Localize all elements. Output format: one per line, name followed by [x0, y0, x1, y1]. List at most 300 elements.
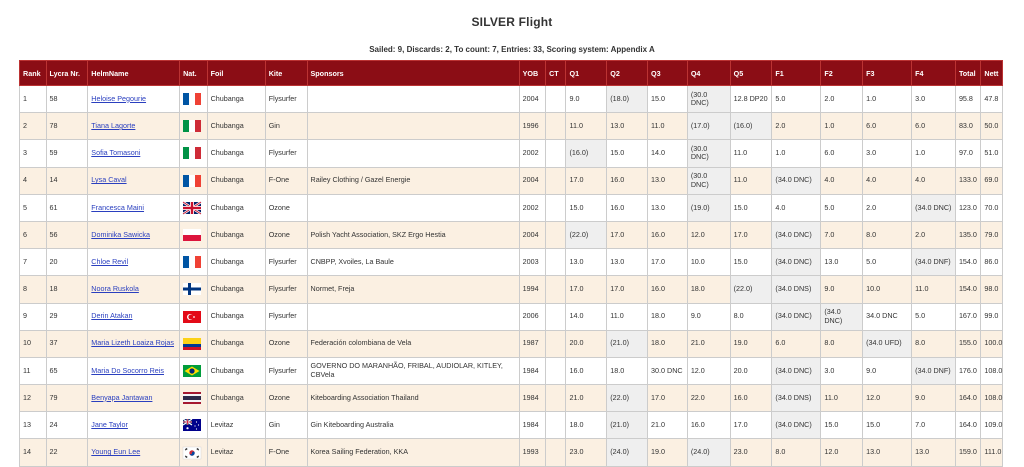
ct-cell [546, 385, 566, 412]
lycra-cell: 20 [46, 249, 88, 276]
q4-cell: (30.0 DNC) [687, 140, 730, 167]
f2-cell: 7.0 [821, 221, 863, 248]
f4-cell: 11.0 [912, 276, 956, 303]
helm-name-link[interactable]: Maria Lizeth Loaiza Rojas [91, 338, 174, 348]
q5-cell: 12.8 DP20 [730, 86, 772, 113]
nett-cell: 100.0 [981, 330, 1003, 357]
sponsors-cell [307, 140, 519, 167]
helm-name-cell [88, 276, 180, 303]
results-summary: Sailed: 9, Discards: 2, To count: 7, Entries: 33, Scoring system: Appendix A [369, 45, 655, 54]
f2-cell: 15.0 [821, 412, 863, 439]
flag-icon [183, 447, 204, 459]
nett-cell: 50.0 [981, 113, 1003, 140]
helm-name-cell [88, 86, 180, 113]
nationality-flag-cell [180, 303, 208, 330]
rank-cell: 14 [20, 439, 47, 466]
rank-cell: 1 [20, 86, 47, 113]
q5-cell: 17.0 [730, 412, 772, 439]
q2-cell: 16.0 [607, 194, 648, 221]
f1-cell: 8.0 [772, 439, 821, 466]
yob-cell: 1984 [519, 385, 546, 412]
lycra-cell: 24 [46, 412, 88, 439]
kite-cell: Ozone [265, 194, 307, 221]
column-header: F1 [772, 61, 821, 86]
helm-name-cell [88, 303, 180, 330]
table-row [20, 276, 1003, 303]
kite-cell: Ozone [265, 221, 307, 248]
nett-cell: 70.0 [981, 194, 1003, 221]
f4-cell: 8.0 [912, 330, 956, 357]
column-header: YOB [519, 61, 546, 86]
f1-cell: (34.0 DNS) [772, 276, 821, 303]
rank-cell: 12 [20, 385, 47, 412]
f3-cell: 10.0 [863, 276, 912, 303]
f1-cell: (34.0 DNC) [772, 167, 821, 194]
kite-cell: F-One [265, 439, 307, 466]
foil-cell: Chubanga [207, 357, 265, 384]
table-row [20, 140, 1003, 167]
q1-cell: 18.0 [566, 412, 607, 439]
flag-icon [183, 365, 204, 377]
nationality-flag-cell [180, 330, 208, 357]
f2-cell: 5.0 [821, 194, 863, 221]
total-cell: 133.0 [955, 167, 980, 194]
ct-cell [546, 113, 566, 140]
f1-cell: (34.0 DNC) [772, 303, 821, 330]
flag-icon [183, 311, 204, 323]
q5-cell: 16.0 [730, 385, 772, 412]
foil-cell: Chubanga [207, 194, 265, 221]
kite-cell: Flysurfer [265, 357, 307, 384]
helm-name-link[interactable]: Jane Taylor [91, 420, 128, 430]
sponsors-cell: Korea Sailing Federation, KKA [307, 439, 519, 466]
flag-icon [183, 175, 204, 187]
sponsors-cell: Normet, Freja [307, 276, 519, 303]
sponsors-cell [307, 303, 519, 330]
rank-cell: 2 [20, 113, 47, 140]
sponsors-cell [307, 86, 519, 113]
q1-cell: 23.0 [566, 439, 607, 466]
q2-cell: 17.0 [607, 221, 648, 248]
lycra-cell: 18 [46, 276, 88, 303]
total-cell: 164.0 [955, 385, 980, 412]
yob-cell: 2002 [519, 140, 546, 167]
yob-cell: 1996 [519, 113, 546, 140]
ct-cell [546, 86, 566, 113]
column-header: Foil [207, 61, 265, 86]
q1-cell: 17.0 [566, 276, 607, 303]
nationality-flag-cell [180, 140, 208, 167]
rank-cell: 3 [20, 140, 47, 167]
q3-cell: 13.0 [648, 167, 688, 194]
kite-cell: Ozone [265, 330, 307, 357]
q2-cell: 17.0 [607, 276, 648, 303]
sponsors-cell: GOVERNO DO MARANHÃO, FRIBAL, AUDIOLAR, KITLEY, CBVela [307, 357, 519, 384]
yob-cell: 1984 [519, 412, 546, 439]
f3-cell: 13.0 [863, 439, 912, 466]
helm-name-link[interactable]: Benyapa Jantawan [91, 392, 153, 402]
q3-cell: 14.0 [648, 140, 688, 167]
q3-cell: 15.0 [648, 86, 688, 113]
q2-cell: (21.0) [607, 330, 648, 357]
f1-cell: (34.0 DNC) [772, 249, 821, 276]
ct-cell [546, 194, 566, 221]
q5-cell: (16.0) [730, 113, 772, 140]
foil-cell: Chubanga [207, 276, 265, 303]
f3-cell: 3.0 [863, 140, 912, 167]
f1-cell: 4.0 [772, 194, 821, 221]
column-header: Nat. [180, 61, 208, 86]
table-row [20, 167, 1003, 194]
rank-cell: 13 [20, 412, 47, 439]
total-cell: 123.0 [955, 194, 980, 221]
column-header: Q2 [607, 61, 648, 86]
column-header: HelmName [88, 61, 180, 86]
total-cell: 95.8 [955, 86, 980, 113]
f3-cell: 6.0 [863, 113, 912, 140]
helm-name-cell [88, 221, 180, 248]
q3-cell: 13.0 [648, 194, 688, 221]
helm-name-cell [88, 140, 180, 167]
f1-cell: 5.0 [772, 86, 821, 113]
kite-cell: Flysurfer [265, 86, 307, 113]
f3-cell: 5.0 [863, 249, 912, 276]
f2-cell: 12.0 [821, 439, 863, 466]
f3-cell: 12.0 [863, 385, 912, 412]
nett-cell: 111.0 [981, 439, 1003, 466]
helm-name-link[interactable]: Lysa Caval [91, 175, 127, 185]
f1-cell: (34.0 DNC) [772, 357, 821, 384]
column-header: Lycra Nr. [46, 61, 88, 86]
sponsors-cell [307, 113, 519, 140]
f4-cell: (34.0 DNF) [912, 249, 956, 276]
column-header: Q1 [566, 61, 607, 86]
helm-name-link[interactable]: Derin Atakan [91, 311, 133, 321]
nationality-flag-cell [180, 385, 208, 412]
q1-cell: 11.0 [566, 113, 607, 140]
yob-cell: 2004 [519, 221, 546, 248]
helm-name-link[interactable]: Young Eun Lee [91, 447, 141, 457]
column-header: CT [546, 61, 566, 86]
yob-cell: 2006 [519, 303, 546, 330]
flag-icon [183, 338, 204, 350]
ct-cell [546, 221, 566, 248]
column-header: Q4 [687, 61, 730, 86]
rank-cell: 8 [20, 276, 47, 303]
q4-cell: (19.0) [687, 194, 730, 221]
table-body [20, 86, 1003, 467]
f3-cell: 1.0 [863, 86, 912, 113]
nett-cell: 99.0 [981, 303, 1003, 330]
q5-cell: 11.0 [730, 167, 772, 194]
q4-cell: 10.0 [687, 249, 730, 276]
kite-cell: Flysurfer [265, 276, 307, 303]
flag-icon [183, 147, 204, 159]
q1-cell: 17.0 [566, 167, 607, 194]
table-row [20, 303, 1003, 330]
nationality-flag-cell [180, 357, 208, 384]
q1-cell: 9.0 [566, 86, 607, 113]
yob-cell: 1984 [519, 357, 546, 384]
f3-cell: 15.0 [863, 412, 912, 439]
helm-name-link[interactable]: Heloise Pegourie [91, 93, 147, 103]
f4-cell: 3.0 [912, 86, 956, 113]
ct-cell [546, 249, 566, 276]
lycra-cell: 61 [46, 194, 88, 221]
yob-cell: 1994 [519, 276, 546, 303]
ct-cell [546, 439, 566, 466]
results-table [19, 60, 1003, 467]
q5-cell: 20.0 [730, 357, 772, 384]
helm-name-cell [88, 439, 180, 466]
q3-cell: 18.0 [648, 303, 688, 330]
yob-cell: 2003 [519, 249, 546, 276]
f1-cell: (34.0 DNC) [772, 221, 821, 248]
lycra-cell: 14 [46, 167, 88, 194]
f4-cell: (34.0 DNC) [912, 194, 956, 221]
q1-cell: (22.0) [566, 221, 607, 248]
foil-cell: Chubanga [207, 330, 265, 357]
q3-cell: 30.0 DNC [648, 357, 688, 384]
column-header: Kite [265, 61, 307, 86]
table-row [20, 330, 1003, 357]
yob-cell: 1987 [519, 330, 546, 357]
q4-cell: (17.0) [687, 113, 730, 140]
q4-cell: 9.0 [687, 303, 730, 330]
total-cell: 159.0 [955, 439, 980, 466]
f2-cell: (34.0 DNC) [821, 303, 863, 330]
kite-cell: Flysurfer [265, 249, 307, 276]
helm-name-link[interactable]: Francesca Maini [91, 202, 145, 212]
q3-cell: 16.0 [648, 276, 688, 303]
kite-cell: F-One [265, 167, 307, 194]
q1-cell: 15.0 [566, 194, 607, 221]
f2-cell: 11.0 [821, 385, 863, 412]
f4-cell: 7.0 [912, 412, 956, 439]
flag-icon [183, 93, 204, 105]
foil-cell: Chubanga [207, 86, 265, 113]
q2-cell: 15.0 [607, 140, 648, 167]
f4-cell: 2.0 [912, 221, 956, 248]
nett-cell: 86.0 [981, 249, 1003, 276]
rank-cell: 9 [20, 303, 47, 330]
yob-cell: 2002 [519, 194, 546, 221]
nationality-flag-cell [180, 221, 208, 248]
f4-cell: (34.0 DNF) [912, 357, 956, 384]
helm-name-cell [88, 167, 180, 194]
table-row [20, 86, 1003, 113]
q4-cell: 21.0 [687, 330, 730, 357]
rank-cell: 5 [20, 194, 47, 221]
table-row [20, 412, 1003, 439]
nett-cell: 69.0 [981, 167, 1003, 194]
q2-cell: (24.0) [607, 439, 648, 466]
table-row [20, 357, 1003, 384]
ct-cell [546, 412, 566, 439]
flag-icon [183, 392, 204, 404]
helm-name-cell [88, 357, 180, 384]
nett-cell: 109.0 [981, 412, 1003, 439]
lycra-cell: 59 [46, 140, 88, 167]
results-table-container[interactable] [19, 60, 1003, 457]
f3-cell: 2.0 [863, 194, 912, 221]
foil-cell: Chubanga [207, 113, 265, 140]
table-header [20, 61, 1003, 86]
f3-cell: 34.0 DNC [863, 303, 912, 330]
q1-cell: 13.0 [566, 249, 607, 276]
f3-cell: (34.0 UFD) [863, 330, 912, 357]
lycra-cell: 79 [46, 385, 88, 412]
q4-cell: (24.0) [687, 439, 730, 466]
f2-cell: 4.0 [821, 167, 863, 194]
f4-cell: 1.0 [912, 140, 956, 167]
foil-cell: Chubanga [207, 140, 265, 167]
f2-cell: 6.0 [821, 140, 863, 167]
f4-cell: 9.0 [912, 385, 956, 412]
ct-cell [546, 276, 566, 303]
nett-cell: 51.0 [981, 140, 1003, 167]
column-header: F2 [821, 61, 863, 86]
q4-cell: 12.0 [687, 357, 730, 384]
flag-icon [183, 229, 204, 241]
column-header: Nett [981, 61, 1003, 86]
q4-cell: 22.0 [687, 385, 730, 412]
total-cell: 164.0 [955, 412, 980, 439]
f1-cell: (34.0 DNC) [772, 412, 821, 439]
nett-cell: 47.8 [981, 86, 1003, 113]
q2-cell: (21.0) [607, 412, 648, 439]
f2-cell: 8.0 [821, 330, 863, 357]
helm-name-link[interactable]: Tiana Lagorte [91, 120, 136, 130]
column-header: Q3 [648, 61, 688, 86]
f1-cell: 1.0 [772, 140, 821, 167]
helm-name-cell [88, 249, 180, 276]
total-cell: 154.0 [955, 276, 980, 303]
lycra-cell: 29 [46, 303, 88, 330]
f2-cell: 13.0 [821, 249, 863, 276]
helm-name-cell [88, 412, 180, 439]
foil-cell: Chubanga [207, 385, 265, 412]
helm-name-cell [88, 194, 180, 221]
f4-cell: 4.0 [912, 167, 956, 194]
foil-cell: Chubanga [207, 167, 265, 194]
column-header: F4 [912, 61, 956, 86]
f1-cell: 6.0 [772, 330, 821, 357]
yob-cell: 2004 [519, 86, 546, 113]
f1-cell: 2.0 [772, 113, 821, 140]
q4-cell: (30.0 DNC) [687, 86, 730, 113]
column-header: F3 [863, 61, 912, 86]
table-row [20, 249, 1003, 276]
ct-cell [546, 357, 566, 384]
f4-cell: 6.0 [912, 113, 956, 140]
nationality-flag-cell [180, 86, 208, 113]
nett-cell: 108.0 [981, 357, 1003, 384]
nett-cell: 108.0 [981, 385, 1003, 412]
lycra-cell: 65 [46, 357, 88, 384]
sponsors-cell: CNBPP, Xvoiles, La Baule [307, 249, 519, 276]
f3-cell: 8.0 [863, 221, 912, 248]
flag-icon [183, 283, 204, 295]
ct-cell [546, 140, 566, 167]
helm-name-link[interactable]: Maria Do Socorro Reis [91, 365, 164, 375]
rank-cell: 4 [20, 167, 47, 194]
q4-cell: 12.0 [687, 221, 730, 248]
ct-cell [546, 167, 566, 194]
ct-cell [546, 330, 566, 357]
q3-cell: 21.0 [648, 412, 688, 439]
helm-name-link[interactable]: Noora Ruskola [91, 284, 139, 294]
nationality-flag-cell [180, 412, 208, 439]
sponsors-cell: Railey Clothing / Gazel Energie [307, 167, 519, 194]
q3-cell: 17.0 [648, 385, 688, 412]
total-cell: 167.0 [955, 303, 980, 330]
rank-cell: 6 [20, 221, 47, 248]
q5-cell: (22.0) [730, 276, 772, 303]
f3-cell: 4.0 [863, 167, 912, 194]
sponsors-cell: Federación colombiana de Vela [307, 330, 519, 357]
table-row [20, 385, 1003, 412]
flag-icon [183, 120, 204, 132]
page-title: SILVER Flight [471, 15, 553, 29]
q5-cell: 15.0 [730, 194, 772, 221]
column-header: Sponsors [307, 61, 519, 86]
q2-cell: (22.0) [607, 385, 648, 412]
f2-cell: 9.0 [821, 276, 863, 303]
q4-cell: (30.0 DNC) [687, 167, 730, 194]
f4-cell: 5.0 [912, 303, 956, 330]
table-row [20, 221, 1003, 248]
q2-cell: 13.0 [607, 113, 648, 140]
f3-cell: 9.0 [863, 357, 912, 384]
q1-cell: 21.0 [566, 385, 607, 412]
q3-cell: 19.0 [648, 439, 688, 466]
lycra-cell: 78 [46, 113, 88, 140]
q5-cell: 23.0 [730, 439, 772, 466]
foil-cell: Chubanga [207, 249, 265, 276]
flag-icon [183, 256, 204, 268]
sponsors-cell: Gin Kiteboarding Australia [307, 412, 519, 439]
helm-name-link[interactable]: Dominika Sawicka [91, 229, 151, 239]
yob-cell: 2004 [519, 167, 546, 194]
q5-cell: 8.0 [730, 303, 772, 330]
q4-cell: 18.0 [687, 276, 730, 303]
helm-name-link[interactable]: Chloe Revil [91, 256, 129, 266]
q3-cell: 18.0 [648, 330, 688, 357]
helm-name-cell [88, 113, 180, 140]
rank-cell: 7 [20, 249, 47, 276]
lycra-cell: 56 [46, 221, 88, 248]
nationality-flag-cell [180, 249, 208, 276]
q2-cell: 13.0 [607, 249, 648, 276]
nett-cell: 98.0 [981, 276, 1003, 303]
q3-cell: 17.0 [648, 249, 688, 276]
f1-cell: (34.0 DNS) [772, 385, 821, 412]
total-cell: 83.0 [955, 113, 980, 140]
q3-cell: 11.0 [648, 113, 688, 140]
q2-cell: 11.0 [607, 303, 648, 330]
sponsors-cell: Polish Yacht Association, SKZ Ergo Hestia [307, 221, 519, 248]
foil-cell: Chubanga [207, 221, 265, 248]
f2-cell: 3.0 [821, 357, 863, 384]
rank-cell: 10 [20, 330, 47, 357]
q3-cell: 16.0 [648, 221, 688, 248]
total-cell: 176.0 [955, 357, 980, 384]
helm-name-link[interactable]: Sofia Tomasoni [91, 148, 141, 158]
foil-cell: Levitaz [207, 439, 265, 466]
total-cell: 135.0 [955, 221, 980, 248]
nationality-flag-cell [180, 113, 208, 140]
